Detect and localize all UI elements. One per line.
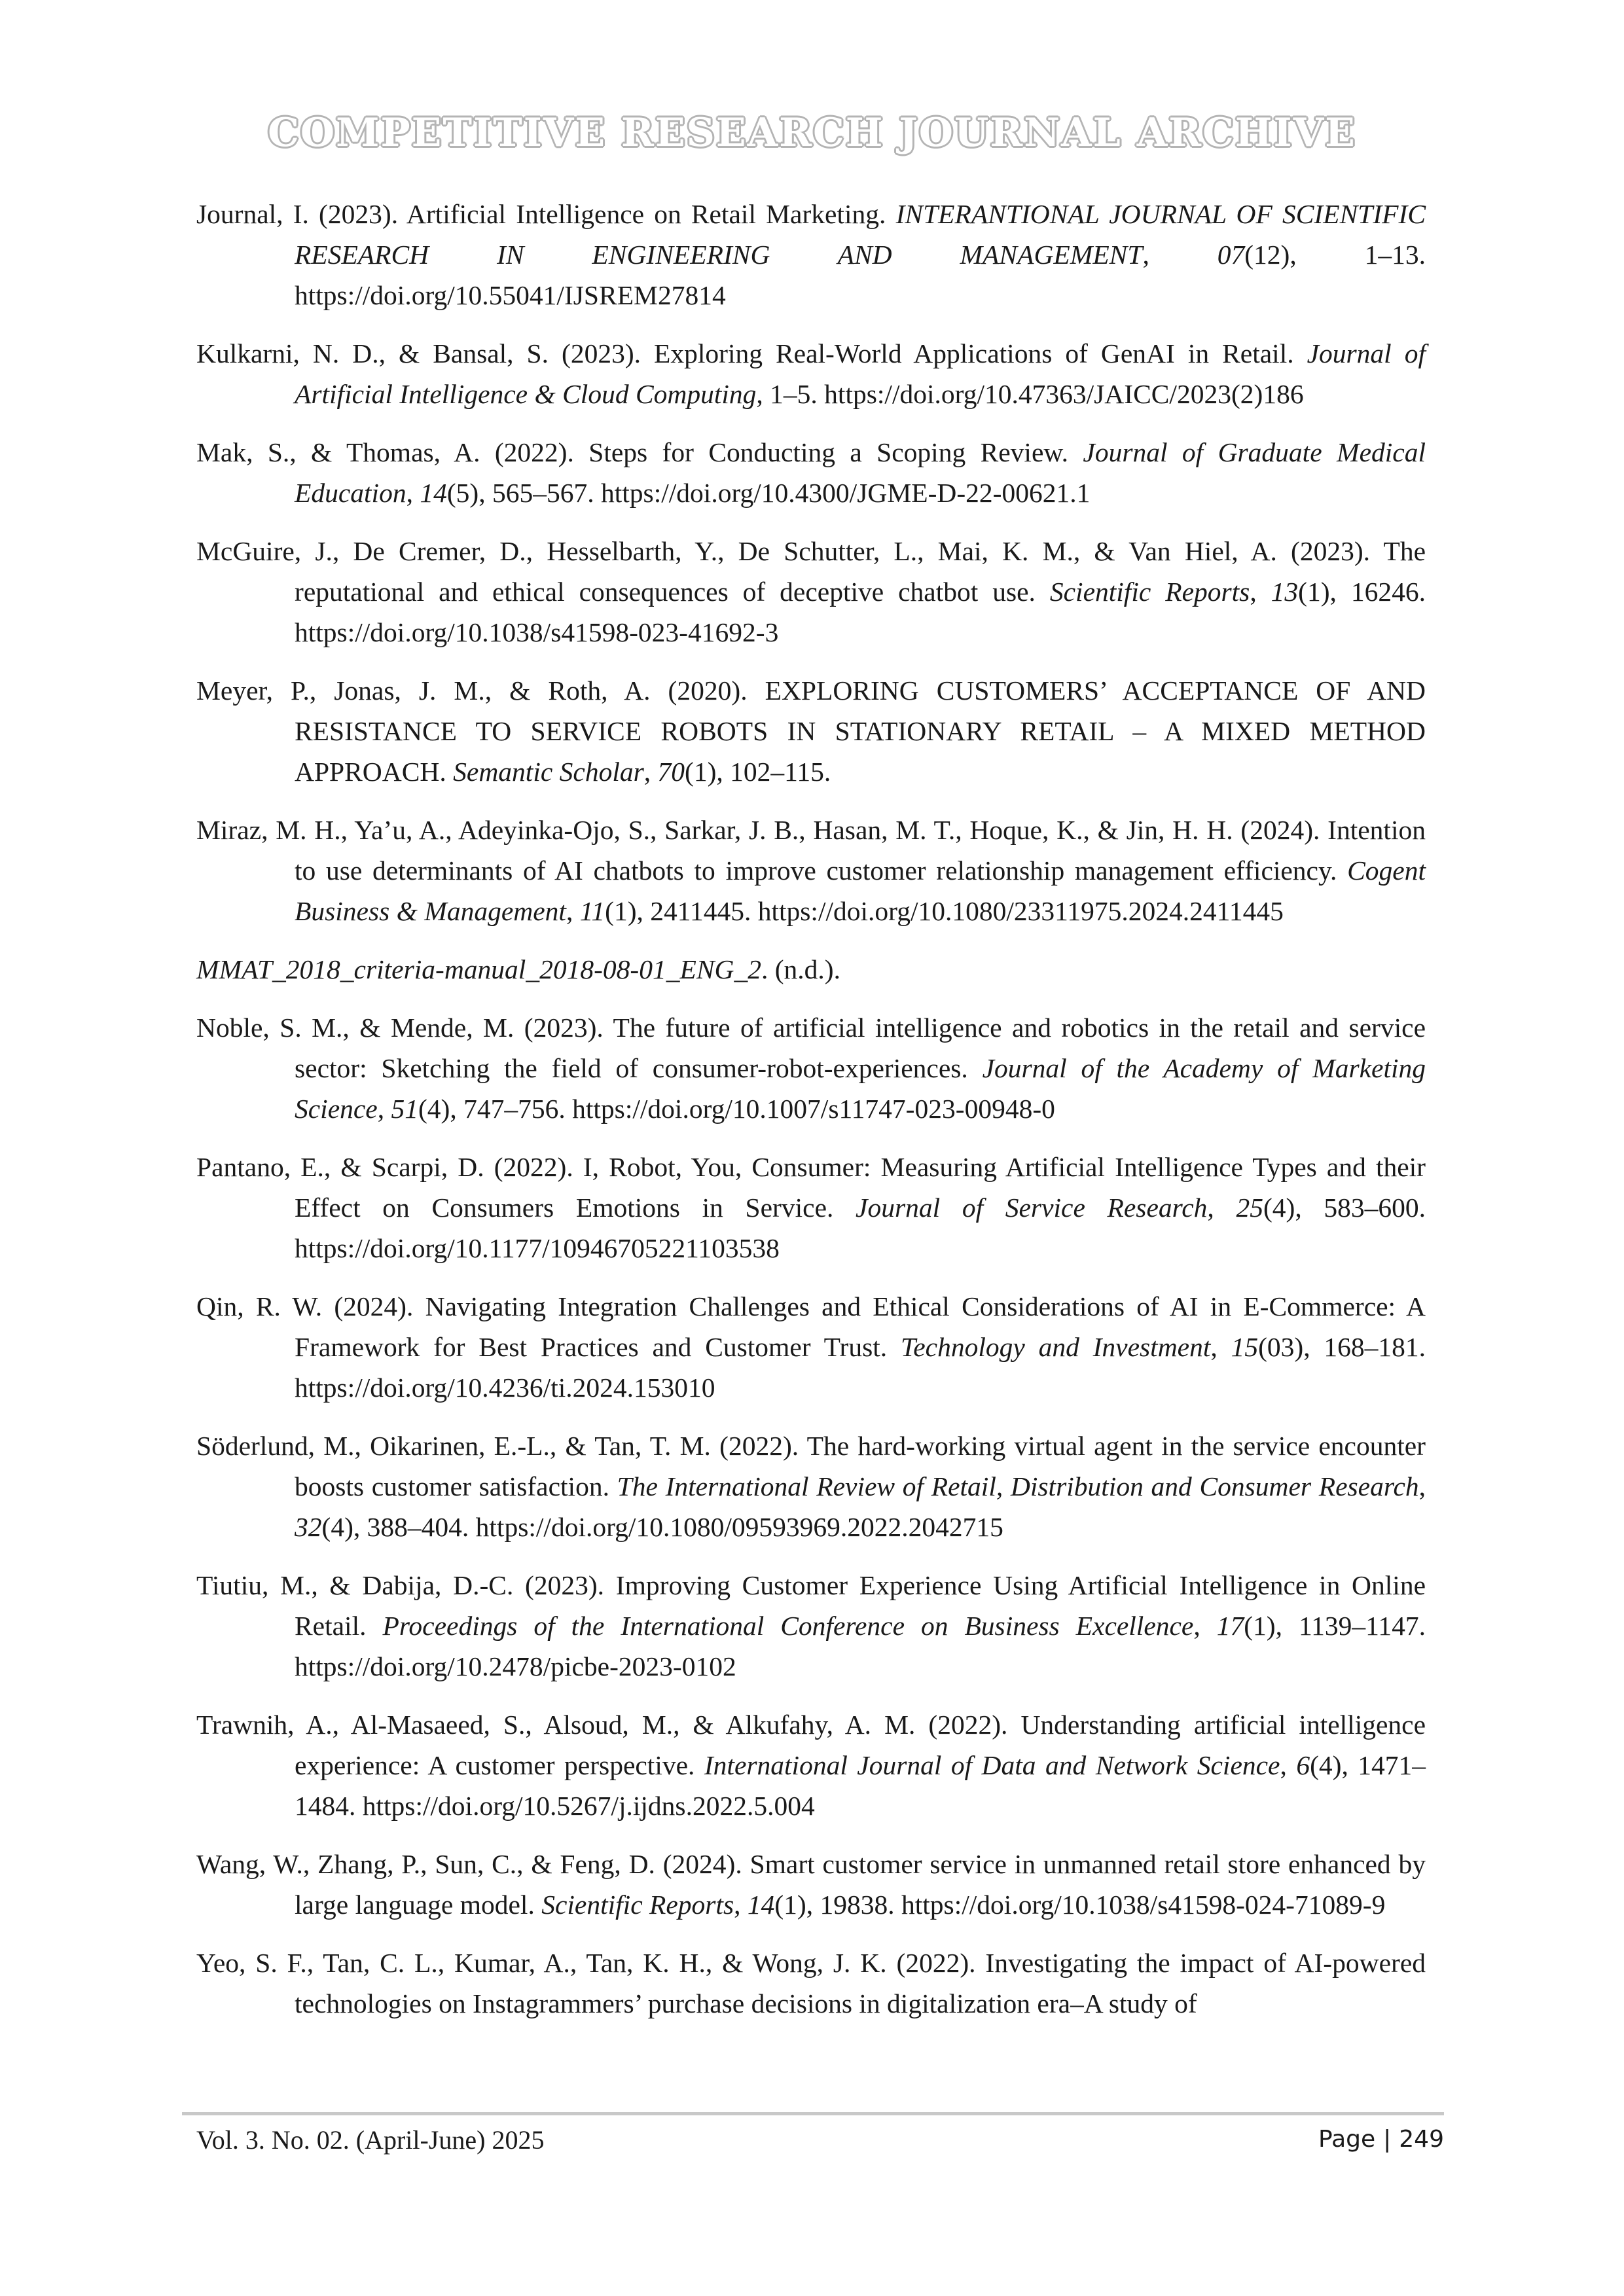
reference-entry: Noble, S. M., & Mende, M. (2023). The future of artificial intelligence and robotics in the retail and service sector: Sketching the field of consumer-robot-experiences. Journal of the Academy of Marketing Science, 51(4), 747–756. https://doi.org/10.1007/s11747-023-00948-0 <box>196 1013 1426 1124</box>
reference-journal: INTERANTIONAL JOURNAL OF SCIENTIFIC RESEARCH IN ENGINEERING AND MANAGEMENT <box>295 199 1426 270</box>
reference-volume: 11 <box>579 896 605 926</box>
reference-text: Wang, W., Zhang, P., Sun, C., & Feng, D. (2024). Smart customer service in unmanned retail store enhanced by large language model. <box>196 1849 1426 1920</box>
volume-info: Vol. 3. No. 02. (April-June) 2025 <box>196 2125 545 2155</box>
reference-volume: 70 <box>657 757 685 787</box>
reference-volume: 13 <box>1271 577 1299 607</box>
reference-journal: Journal of Service Research <box>856 1193 1208 1223</box>
footer-divider <box>182 2112 1444 2115</box>
reference-details: (5), 565–567. https://doi.org/10.4300/JGME-D-22-00621.1 <box>446 478 1091 508</box>
page-number-label <box>1318 2126 1444 2153</box>
reference-details: (4), 583–600. https://doi.org/10.1177/10946705221103538 <box>295 1193 1426 1263</box>
reference-text: Tiutiu, M., & Dabija, D.-C. (2023). Improving Customer Experience Using Artificial Intelligence in Online Retail. <box>196 1570 1426 1641</box>
reference-details: (03), 168–181. https://doi.org/10.4236/ti.2024.153010 <box>295 1332 1426 1403</box>
reference-text: Journal, I. (2023). Artificial Intelligence on Retail Marketing. <box>196 199 896 229</box>
reference-entry: McGuire, J., De Cremer, D., Hesselbarth, Y., De Schutter, L., Mai, K. M., & Van Hiel, A. (2023). The reputational and ethical consequences of deceptive chatbot use. Scientific Reports, 13(1), 16246. https://doi.org/10.1038/s41598-023-41692-3 <box>196 536 1426 647</box>
reference-journal: Technology and Investment <box>900 1332 1211 1362</box>
reference-details: 1–5. https://doi.org/10.47363/JAICC/2023(2)186 <box>770 379 1304 409</box>
reference-journal: Journal of the Academy of Marketing Science <box>295 1053 1426 1124</box>
page-label: Page <box>1318 2126 1376 2153</box>
reference-details: (1), 16246. https://doi.org/10.1038/s41598-023-41692-3 <box>295 577 1426 647</box>
reference-entry: Mak, S., & Thomas, A. (2022). Steps for Conducting a Scoping Review. Journal of Graduate Medical Education, 14(5), 565–567. https://doi.org/10.4300/JGME-D-22-00621.1 <box>196 437 1426 508</box>
reference-text: Söderlund, M., Oikarinen, E.-L., & Tan, T. M. (2022). The hard-working virtual agent in the service encounter boosts customer satisfaction. <box>196 1431 1426 1501</box>
reference-entry: Tiutiu, M., & Dabija, D.-C. (2023). Improving Customer Experience Using Artificial Intelligence in Online Retail. Proceedings of the International Conference on Business Excellence, 17(1), 1139–1147. https://doi.org/10.2478/picbe-2023-0102 <box>196 1570 1426 1681</box>
reference-details: (1), 1139–1147. https://doi.org/10.2478/picbe-2023-0102 <box>295 1611 1426 1681</box>
reference-entry: Miraz, M. H., Ya’u, A., Adeyinka-Ojo, S., Sarkar, J. B., Hasan, M. T., Hoque, K., & Jin, H. H. (2024). Intention to use determinants of AI chatbots to improve customer relationship management efficiency. Cogent Business & Management, 11(1), 2411445. https://doi.org/10.1080/23311975.2024.2411445 <box>196 815 1426 926</box>
page-separator: | <box>1383 2126 1392 2153</box>
reference-details: (1), 2411445. https://doi.org/10.1080/23311975.2024.2411445 <box>605 896 1284 926</box>
reference-volume: 51 <box>391 1094 418 1124</box>
reference-volume: 6 <box>1296 1750 1310 1780</box>
reference-journal: Journal of Graduate Medical Education <box>295 437 1426 508</box>
reference-volume: 14 <box>420 478 447 508</box>
reference-text: Trawnih, A., Al-Masaeed, S., Alsoud, M., & Alkufahy, A. M. (2022). Understanding artificial intelligence experience: A customer perspective. <box>196 1710 1426 1780</box>
reference-journal: International Journal of Data and Network Science <box>704 1750 1280 1780</box>
reference-text: Miraz, M. H., Ya’u, A., Adeyinka-Ojo, S., Sarkar, J. B., Hasan, M. T., Hoque, K., & Jin, H. H. (2024). Intention to use determinants of AI chatbots to improve customer relationship management efficiency. <box>196 815 1426 886</box>
reference-text: Meyer, P., Jonas, J. M., & Roth, A. (2020). EXPLORING CUSTOMERS’ ACCEPTANCE OF AND RESISTANCE TO SERVICE ROBOTS IN STATIONARY RETAIL – A MIXED METHOD APPROACH. <box>196 675 1426 787</box>
reference-entry: Kulkarni, N. D., & Bansal, S. (2023). Exploring Real-World Applications of GenAI in Retail. Journal of Artificial Intelligence & Cloud Computing, 1–5. https://doi.org/10.47363/JAICC/2023(2)186 <box>196 338 1426 409</box>
reference-text: Noble, S. M., & Mende, M. (2023). The future of artificial intelligence and robotics in the retail and service sector: Sketching the field of consumer-robot-experiences. <box>196 1013 1426 1083</box>
reference-text: Mak, S., & Thomas, A. (2022). Steps for Conducting a Scoping Review. <box>196 437 1083 467</box>
reference-journal: Scientific Reports <box>1049 577 1250 607</box>
reference-journal: The International Review of Retail, Distribution and Consumer Research <box>617 1471 1419 1501</box>
reference-details: (4), 747–756. https://doi.org/10.1007/s11747-023-00948-0 <box>418 1094 1055 1124</box>
reference-journal: Journal of Artificial Intelligence & Cloud Computing <box>295 338 1426 409</box>
reference-journal: Cogent Business & Management <box>295 855 1426 926</box>
reference-volume: 25 <box>1236 1193 1263 1223</box>
reference-details: (n.d.). <box>774 954 840 984</box>
reference-text: Kulkarni, N. D., & Bansal, S. (2023). Exploring Real-World Applications of GenAI in Retail. <box>196 338 1307 368</box>
reference-volume: 15 <box>1231 1332 1259 1362</box>
reference-entry <box>196 1943 1426 2024</box>
reference-text: Qin, R. W. (2024). Navigating Integration Challenges and Ethical Considerations of AI in E-Commerce: A Framework for Best Practices and Customer Trust. <box>196 1291 1426 1362</box>
reference-details: (1), 102–115. <box>685 757 831 787</box>
reference-details: (4), 388–404. https://doi.org/10.1080/09593969.2022.2042715 <box>321 1512 1003 1542</box>
reference-volume: 32 <box>295 1512 322 1542</box>
reference-text: Pantano, E., & Scarpi, D. (2022). I, Robot, You, Consumer: Measuring Artificial Intelligence Types and their Effect on Consumers Emotions in Service. <box>196 1152 1426 1223</box>
reference-journal: MMAT_2018_criteria-manual_2018-08-01_ENG_2 <box>196 954 761 984</box>
journal-header-watermark: COMPETITIVE RESEARCH JOURNAL ARCHIVE <box>268 110 1356 156</box>
reference-list <box>196 194 1426 2041</box>
reference-details: (12), 1–13. https://doi.org/10.55041/IJSREM27814 <box>295 240 1426 310</box>
reference-details: (4), 1471–1484. https://doi.org/10.5267/j.ijdns.2022.5.004 <box>295 1750 1426 1821</box>
reference-entry: Wang, W., Zhang, P., Sun, C., & Feng, D. (2024). Smart customer service in unmanned retail store enhanced by large language model. Scientific Reports, 14(1), 19838. https://doi.org/10.1038/s41598-024-71089-9 <box>196 1849 1426 1920</box>
reference-entry: Journal, I. (2023). Artificial Intelligence on Retail Marketing. INTERANTIONAL JOURNAL OF SCIENTIFIC RESEARCH IN ENGINEERING AND MANAGEMENT, 07(12), 1–13. https://doi.org/10.55041/IJSREM27814 <box>196 199 1426 310</box>
reference-entry: MMAT_2018_criteria-manual_2018-08-01_ENG_2. (n.d.). <box>196 954 840 984</box>
reference-details: (1), 19838. https://doi.org/10.1038/s41598-024-71089-9 <box>774 1890 1386 1920</box>
reference-text: McGuire, J., De Cremer, D., Hesselbarth, Y., De Schutter, L., Mai, K. M., & Van Hiel, A. (2023). The reputational and ethical consequences of deceptive chatbot use. <box>196 536 1426 607</box>
reference-volume: 07 <box>1217 240 1245 270</box>
reference-journal: Semantic Scholar <box>453 757 644 787</box>
reference-volume: 17 <box>1216 1611 1244 1641</box>
reference-entry: Söderlund, M., Oikarinen, E.-L., & Tan, T. M. (2022). The hard-working virtual agent in the service encounter boosts customer satisfaction. The International Review of Retail, Distribution and Consumer Research, 32(4), 388–404. https://doi.org/10.1080/09593969.2022.2042715 <box>196 1431 1426 1542</box>
reference-entry: Qin, R. W. (2024). Navigating Integration Challenges and Ethical Considerations of AI in E-Commerce: A Framework for Best Practices and Customer Trust. Technology and Investment, 15(03), 168–181. https://doi.org/10.4236/ti.2024.153010 <box>196 1291 1426 1403</box>
page-number: 249 <box>1399 2126 1444 2153</box>
reference-volume: 14 <box>747 1890 775 1920</box>
reference-entry: Pantano, E., & Scarpi, D. (2022). I, Robot, You, Consumer: Measuring Artificial Intelligence Types and their Effect on Consumers Emotions in Service. Journal of Service Research, 25(4), 583–600. https://doi.org/10.1177/10946705221103538 <box>196 1152 1426 1263</box>
reference-text: Yeo, S. F., Tan, C. L., Kumar, A., Tan, K. H., & Wong, J. K. (2022). Investigating the impact of AI-powered technologies on Instagrammers’ purchase decisions in digitalization era–A study of <box>196 1948 1426 2018</box>
reference-journal: Proceedings of the International Conference on Business Excellence <box>382 1611 1194 1641</box>
reference-entry: Trawnih, A., Al-Masaeed, S., Alsoud, M., & Alkufahy, A. M. (2022). Understanding artificial intelligence experience: A customer perspective. International Journal of Data and Network Science, 6(4), 1471–1484. https://doi.org/10.5267/j.ijdns.2022.5.004 <box>196 1710 1426 1821</box>
reference-entry: Meyer, P., Jonas, J. M., & Roth, A. (2020). EXPLORING CUSTOMERS’ ACCEPTANCE OF AND RESISTANCE TO SERVICE ROBOTS IN STATIONARY RETAIL – A MIXED METHOD APPROACH. Semantic Scholar, 70(1), 102–115. <box>196 675 1426 787</box>
reference-journal: Scientific Reports <box>541 1890 734 1920</box>
